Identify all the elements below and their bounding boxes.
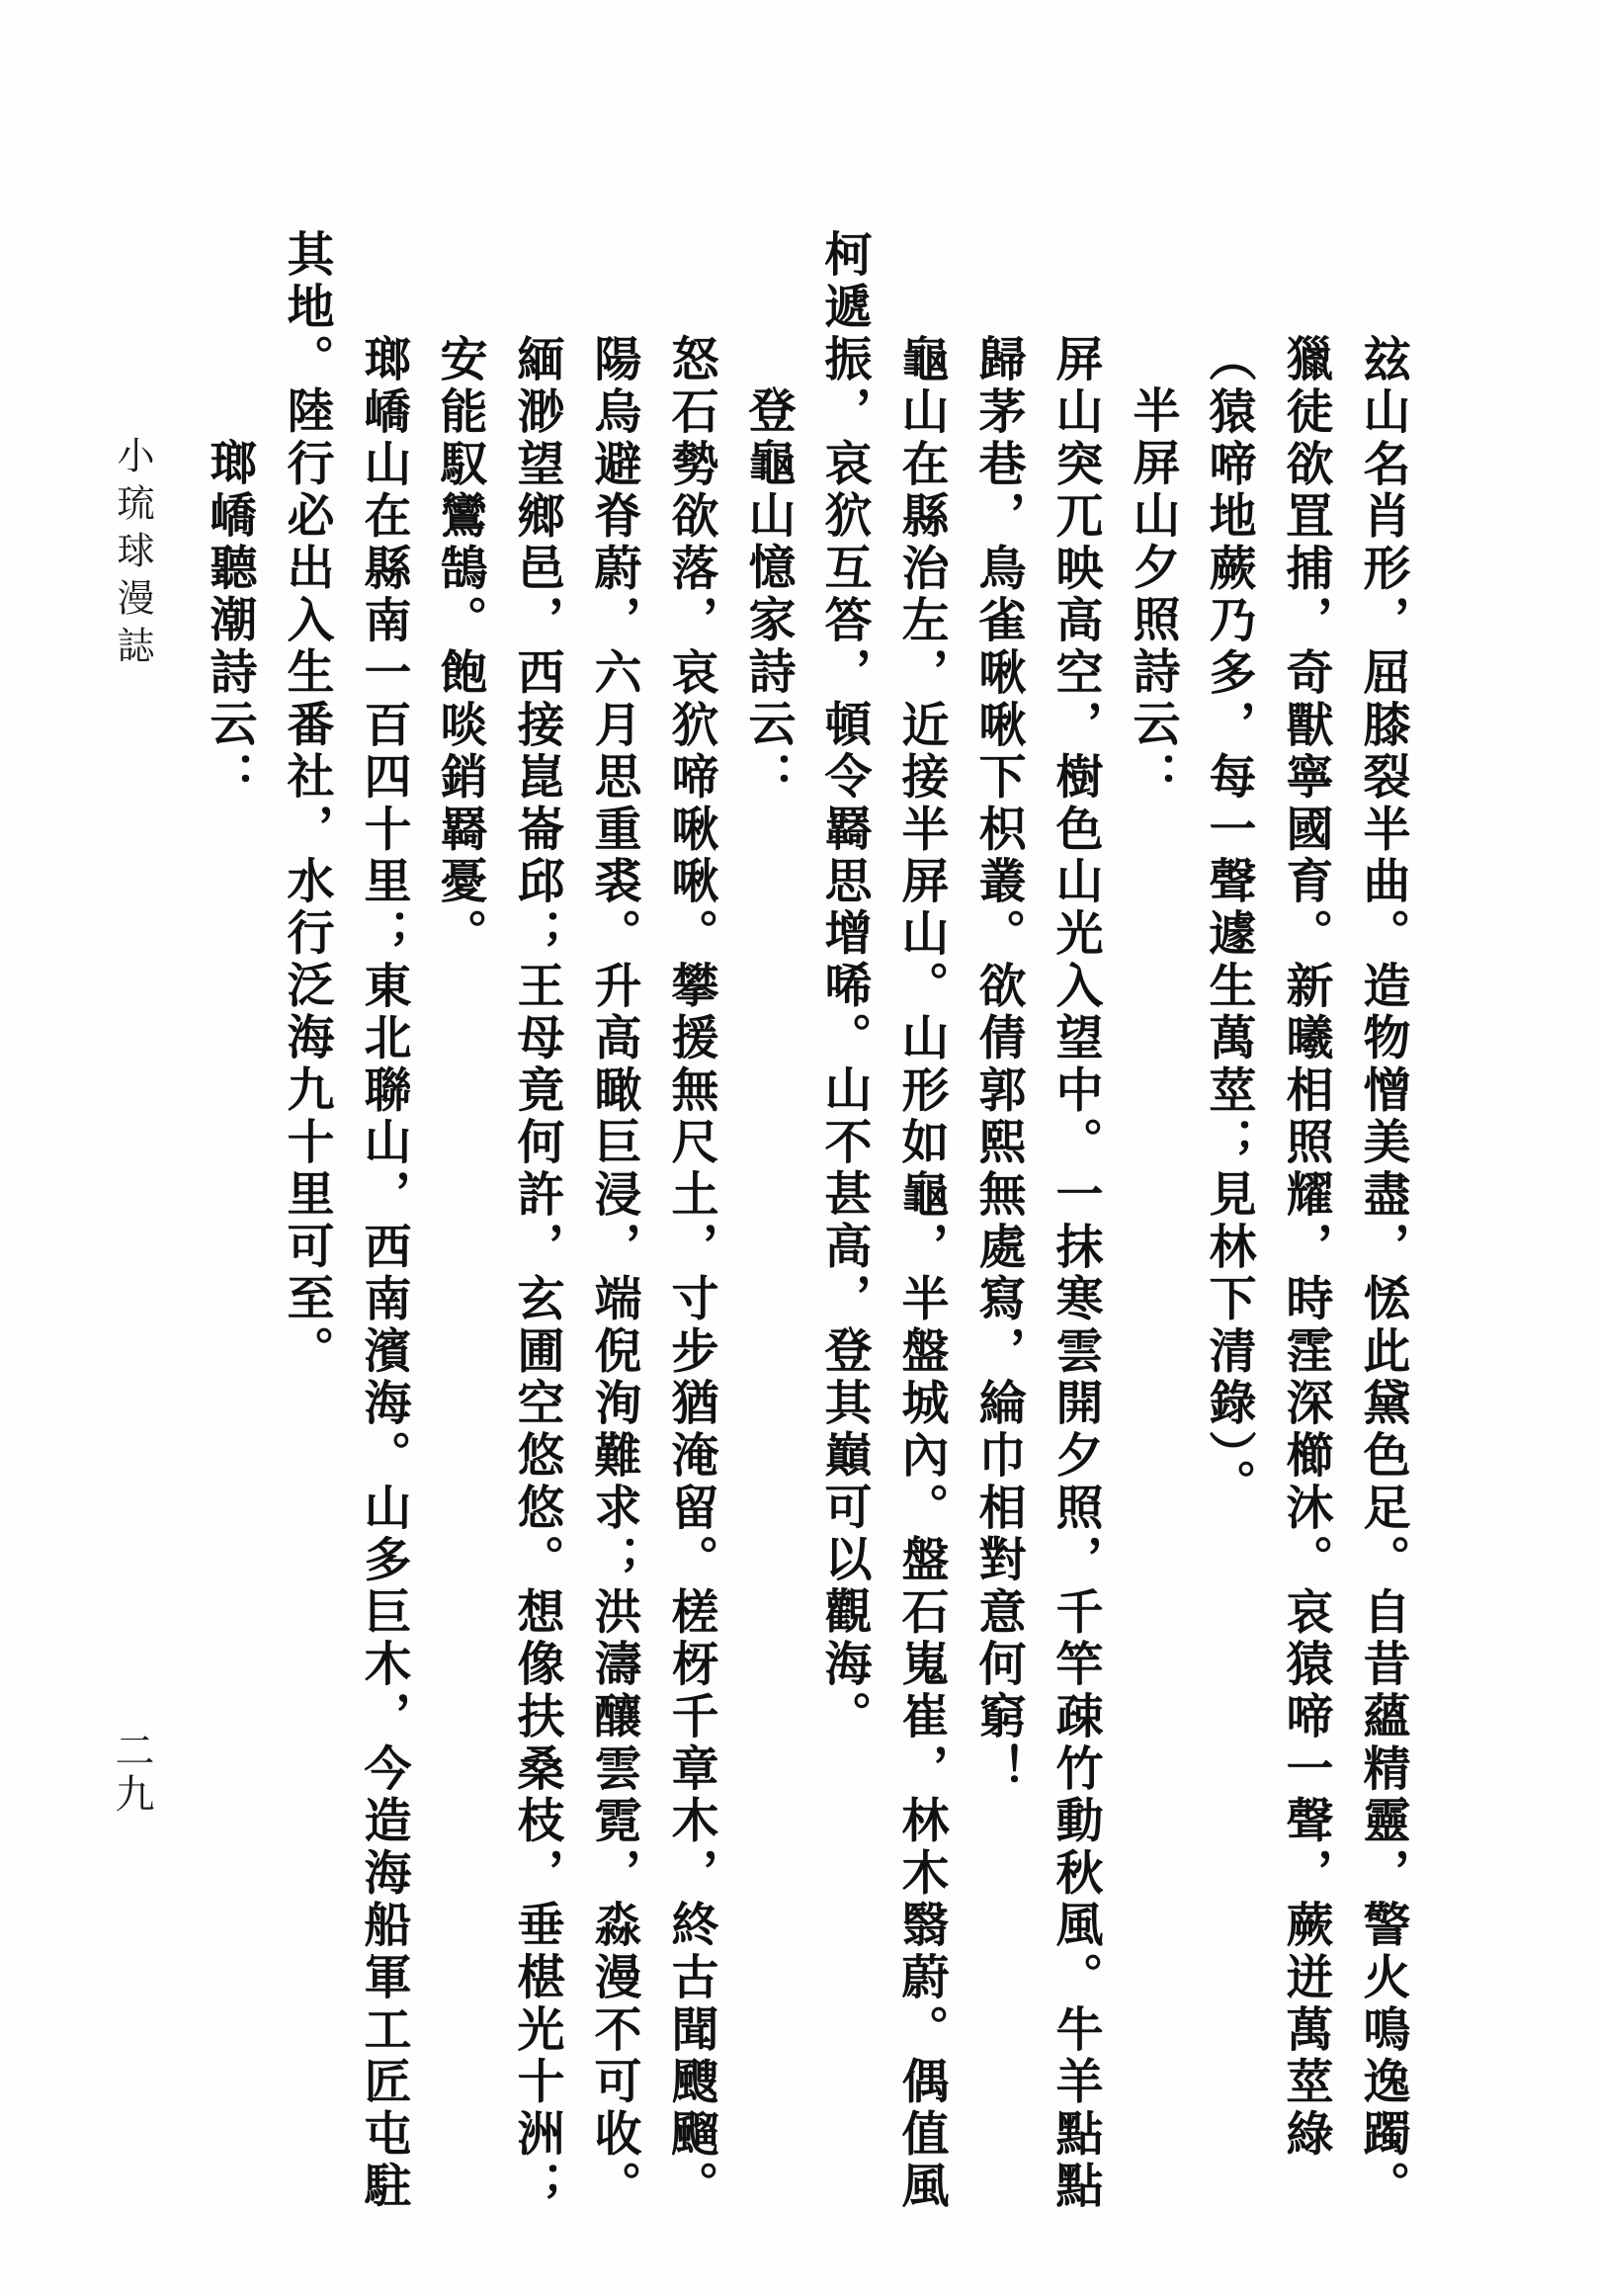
text-column-13: 安能馭鸞鵠。飽啖銷羇憂。 [432, 334, 487, 961]
poem-title-banpingshan: 半屏山夕照詩云： [1125, 385, 1180, 804]
text-column-8: 柯遞振，哀狖互答，頓令羇思增唏。山不甚高，登其巔可以觀海。 [816, 229, 872, 1743]
page-number: 二九 [109, 1730, 154, 1817]
text-column-11: 陽烏避脊蔚，六月思重裘。升高瞰巨浸，端倪洵難求；洪濤釀雲霓，淼漫不可收。 [586, 334, 641, 2213]
text-column-3: （猿啼地蕨乃多，每一聲遽生萬莖；見林下清錄）。 [1201, 334, 1256, 1511]
text-column-7: 龜山在縣治左，近接半屏山。山形如龜，半盤城內。盤石嵬崔，林木翳蔚。偶值風 [893, 334, 949, 2213]
poem-title-langqiao: 瑯嶠聽潮詩云： [202, 438, 257, 804]
running-header-book-title: 小琉球漫誌 [111, 436, 154, 673]
text-column-10: 怒石勢欲落，哀狖啼啾啾。攀援無尺土，寸步猶淹留。槎枒千章木，終古聞颼飀。 [663, 334, 718, 2213]
text-column-6: 歸茅巷，鳥雀啾啾下枳叢。欲倩郭熙無處寫，綸巾相對意何窮！ [970, 334, 1026, 1796]
text-column-1: 玆山名肖形，屈膝裂半曲。造物憎美盡，恡此黛色足。自昔蘊精靈，警火鳴逸躅。 [1355, 334, 1410, 2213]
poem-title-guishan: 登龜山憶家詩云： [740, 385, 796, 804]
text-column-12: 緬渺望鄉邑，西接崑崙邱；王母竟何許，玄圃空悠悠。想像扶桑枝，垂椹光十洲； [509, 334, 564, 2213]
text-column-15: 其地。陸行必出入生番社，水行泛海九十里可至。 [279, 229, 334, 1378]
text-column-2: 獵徒欲罝捕，奇獸寧國育。新曦相照耀，時霔深櫛沐。哀猿啼一聲，蕨迸萬莖綠 [1278, 334, 1333, 2161]
text-column-14: 瑯嶠山在縣南一百四十里；東北聯山，西南濱海。山多巨木，今造海船軍工匠屯駐 [356, 334, 411, 2213]
text-column-5: 屏山突兀映高空，樹色山光入望中。一抹寒雲開夕照，千竿疎竹動秋風。牛羊點點 [1048, 334, 1103, 2213]
